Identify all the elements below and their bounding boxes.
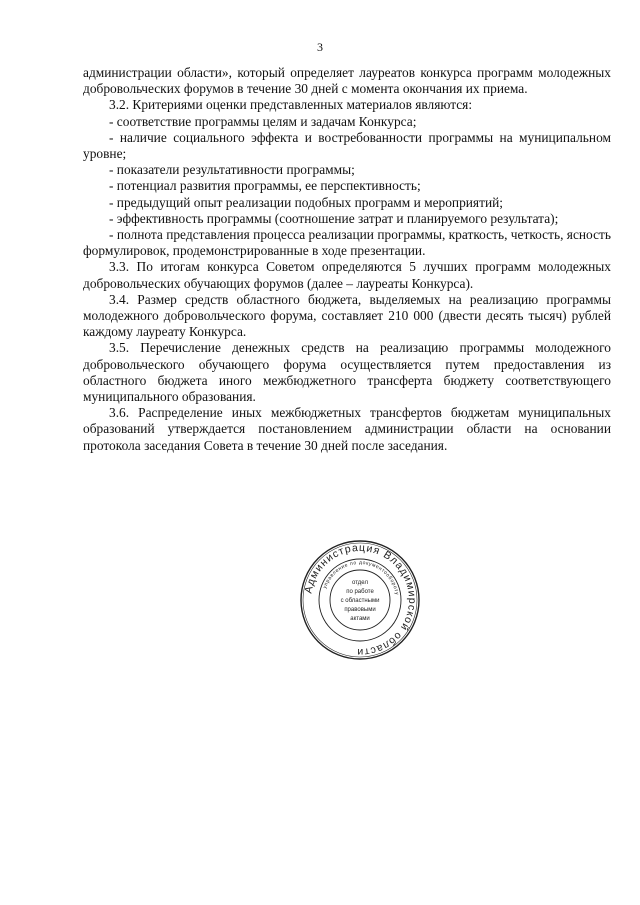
- paragraph: 3.2. Критериями оценки представленных материалов являются:: [109, 97, 473, 113]
- criteria-item: - предыдущий опыт реализации подобных программ и мероприятий;: [109, 194, 503, 210]
- criteria-item: - потенциал развития программы, ее перспективность;: [109, 178, 421, 194]
- stamp-outer-text: Администрация Владимирской области: [302, 541, 419, 659]
- criteria-item: - эффективность программы (соотношение затрат и планируемого результата);: [109, 210, 559, 226]
- paragraph: 3.5. Перечисление денежных средств на реализацию программы молодежного добровольческого обучающего форума осуществляется путем предоставления из областного бюджета иного межбюджетного трансферта бюджету соответствующего муниципального образования.: [83, 340, 611, 405]
- stamp-center-line: с областными: [340, 598, 380, 604]
- official-stamp: [298, 538, 422, 662]
- stamp-center-line: по работе: [346, 589, 374, 595]
- paragraph: 3.3. По итогам конкурса Советом определяются 5 лучших программ молодежных добровольческих обучающих форумов (далее – лауреаты Конкурса).: [83, 259, 611, 291]
- criteria-item: - наличие социального эффекта и востребованности программы на муниципальном уровне;: [83, 129, 611, 162]
- criteria-item: - показатели результативности программы;: [109, 162, 355, 178]
- paragraph: 3.4. Размер средств областного бюджета, выделяемых на реализацию программы молодежного добровольческого форума, составляет 210 000 (двести десять тысяч) рублей каждому лауреату Конкурса.: [83, 291, 611, 340]
- paragraph: 3.6. Распределение иных межбюджетных трансфертов бюджетам муниципальных образований утверждается постановлением администрации области на основании протокола заседания Совета в течение 30 дней после заседания.: [83, 405, 611, 453]
- document-body: [83, 65, 611, 454]
- stamp-center-line: актами: [350, 616, 370, 622]
- criteria-item: - полнота представления процесса реализации программы, краткость, четкость, ясность формулировок, продемонстрированные в ходе презентации.: [83, 227, 611, 259]
- stamp-center-line: правовыми: [344, 607, 376, 613]
- stamp-inner-text: управление по документообороту: [321, 559, 400, 596]
- page-number: 3: [317, 40, 323, 54]
- stamp-center-line: отдел: [352, 580, 368, 586]
- paragraph: администрации области», который определяет лауреатов конкурса программ молодежных добровольческих форумов в течение 30 дней с момента окончания их приема.: [83, 65, 611, 97]
- criteria-item: - соответствие программы целям и задачам Конкурса;: [109, 113, 417, 129]
